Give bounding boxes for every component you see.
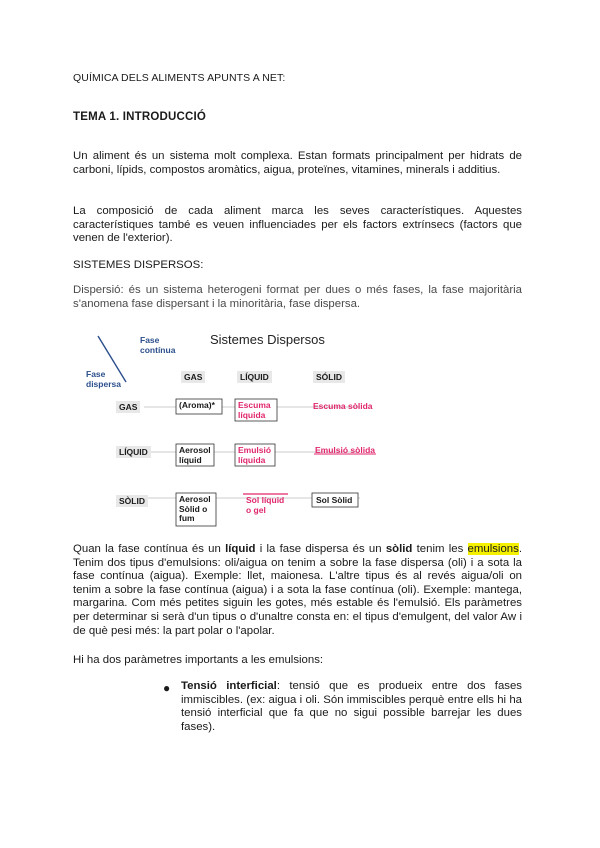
- paragraph-composition: La composició de cada aliment marca les seves característiques. Aquestes característiques també es veuen influenciades per els factors extrínsecs (factors que venen de l'exterior).: [73, 205, 522, 245]
- cell-solid-liquid-line2: o gel: [246, 504, 266, 515]
- document-header: QUÍMICA DELS ALIMENTS APUNTS A NET:: [73, 72, 286, 84]
- emul-bold-liquid: líquid: [225, 543, 256, 555]
- row-header-solid: SÒLID: [116, 495, 148, 507]
- subheading-sistemes: SISTEMES DISPERSOS:: [73, 259, 204, 271]
- paragraph-intro: Un aliment és un sistema molt complexa. Estan formats principalment per hidrats de carboni, lípids, compostos aromàtics, aigua, proteïnes, vitamines, minerals i additius.: [73, 150, 522, 176]
- bullet-term: Tensió interficial: [181, 680, 277, 692]
- column-header-gas: GAS: [181, 371, 205, 383]
- bullet-dot-icon: ●: [163, 681, 171, 695]
- cell-solid-gas-line3: fum: [179, 513, 195, 523]
- bullet-definition: : tensió que es produeix entre dos fases immiscibles. (ex: aigua i oli. Són immiscibles perquè entre ells hi ha tensió interficial que fa que no sigui possible barrejar les dues fases).: [181, 680, 523, 733]
- label-fase-continua: [140, 336, 175, 355]
- cell-gas-liquid-line2: líquida: [238, 409, 266, 420]
- row-header-gas: GAS: [116, 401, 140, 413]
- emul-bold-solid: sòlid: [385, 543, 413, 555]
- emul-text-b: i la fase dispersa és un: [255, 543, 386, 555]
- cell-solid-liquid-line1: Sol líquid: [246, 495, 285, 505]
- emul-text-c: tenim les: [412, 543, 468, 555]
- cell-gas-gas: (Aroma)*: [179, 400, 215, 410]
- label-fase-dispersa-line2: dispersa: [86, 378, 121, 389]
- cell-solid-liquid: [246, 496, 284, 515]
- emul-highlight-emulsions: emulsions: [467, 543, 519, 555]
- cell-liquid-solid: Emulsió sòlida: [315, 445, 375, 455]
- diagram-title: Sistemes Dispersos: [210, 332, 325, 347]
- label-fase-continua-line1: Fase: [140, 335, 160, 345]
- dispersed-systems-diagram: [80, 328, 380, 533]
- cell-solid-gas: [179, 495, 211, 524]
- column-header-liquid: LÍQUID: [237, 371, 272, 383]
- cell-gas-liquid: [238, 401, 271, 420]
- row-header-liquid: LÍQUID: [116, 446, 151, 458]
- emul-text-d: . Tenim dos tipus d'emulsions: oli/aigua on tenim a sobre la fase dispersa (oli) i a sota la fase contínua (aigua). Exemple: llet, maionesa. L'altre tipus és al revés aigua/oli on tenim a sobre la fase contínua (aigua) i a sota la fase contínua (oli). Exemple: mantega, margarina. Com més petites siguin les gotes, més estable és l'emulsió. Els paràmetres per determinar si serà d'un tipus o d'unaltre consta en: el tipus d'emulgent, del valor Aw i de què pesi més: la part polar o l'apolar.: [73, 543, 522, 637]
- cell-solid-solid: Sol Sòlid: [316, 495, 353, 505]
- label-fase-dispersa-line1: Fase: [86, 369, 106, 379]
- section-heading: TEMA 1. INTRODUCCIÓ: [73, 111, 207, 123]
- cell-liquid-gas-line1: Aerosol: [179, 445, 211, 455]
- cell-gas-solid: Escuma sòlida: [313, 401, 373, 411]
- paragraph-two-parameters: Hi ha dos paràmetres importants a les emulsions:: [73, 654, 324, 666]
- bullet-item-tensio: [181, 680, 522, 734]
- label-fase-continua-line2: contínua: [140, 344, 176, 355]
- paragraph-emulsions: [73, 543, 522, 638]
- cell-solid-gas-line1: Aerosol: [179, 494, 211, 504]
- cell-gas-liquid-line1: Escuma: [238, 400, 271, 410]
- paragraph-dispersio: Dispersió: és un sistema heterogeni format per dues o més fases, la fase majoritària s'anomena fase dispersant i la minoritària, fase dispersa.: [73, 284, 522, 310]
- cell-liquid-gas: [179, 446, 211, 465]
- cell-liquid-liquid-line2: líquida: [238, 454, 266, 465]
- label-fase-dispersa: [86, 370, 121, 389]
- emul-text-a: Quan la fase contínua és un: [73, 543, 226, 555]
- cell-liquid-gas-line2: líquid: [179, 454, 202, 465]
- cell-liquid-liquid-line1: Emulsió: [238, 445, 272, 455]
- cell-solid-gas-line2: Sòlid o: [179, 503, 208, 514]
- column-header-solid: SÓLID: [313, 371, 345, 383]
- cell-liquid-liquid: [238, 446, 271, 465]
